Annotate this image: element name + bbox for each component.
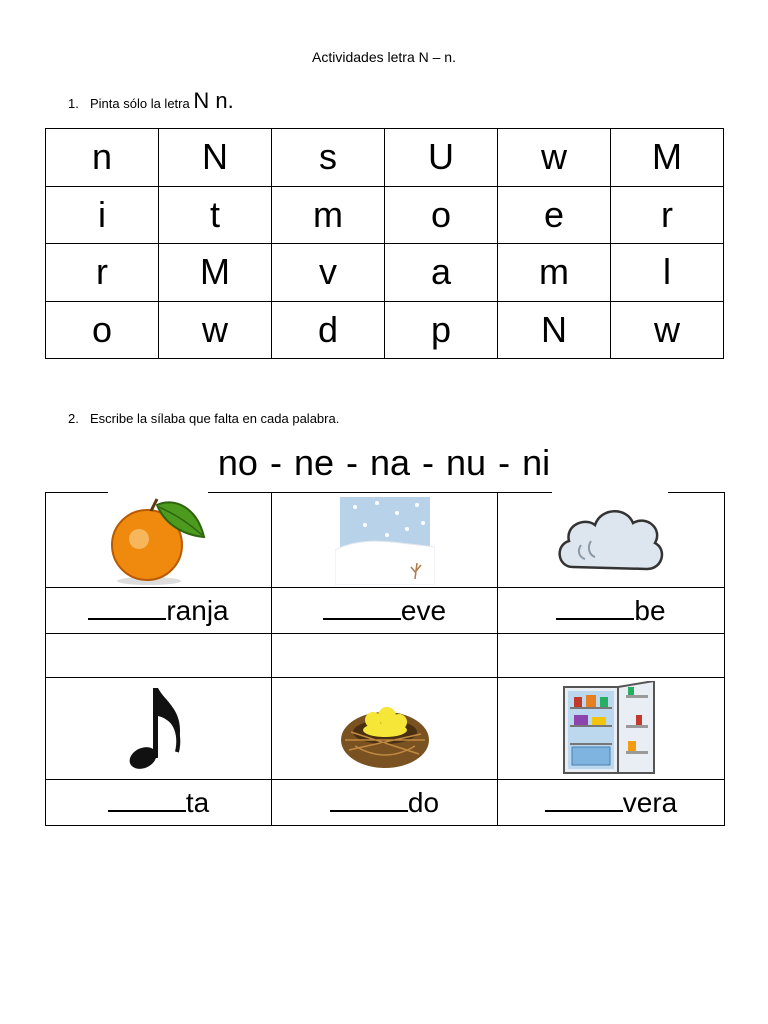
- syllable: nu: [446, 442, 487, 483]
- word-row: [46, 588, 725, 634]
- letter-cell[interactable]: M: [159, 244, 272, 302]
- picture-cell: [498, 678, 725, 780]
- letter-cell[interactable]: o: [385, 186, 498, 244]
- letter-cell[interactable]: t: [159, 186, 272, 244]
- snow-scene-icon: [335, 495, 435, 585]
- letter-grid: [45, 128, 724, 359]
- word-suffix: ta: [185, 787, 210, 818]
- letter-cell[interactable]: o: [46, 301, 159, 359]
- picture-cell: [46, 678, 272, 780]
- grid-row: [46, 301, 724, 359]
- word-cell[interactable]: [272, 780, 498, 826]
- grid-row: [46, 186, 724, 244]
- orange-icon: [99, 495, 219, 585]
- instruction-1: [68, 88, 234, 114]
- letter-cell[interactable]: U: [385, 129, 498, 187]
- instruction-2: [68, 411, 339, 426]
- picture-cell: [498, 493, 725, 588]
- word-cell[interactable]: [498, 588, 725, 634]
- syllable-separator: -: [269, 442, 282, 483]
- grid-row: [46, 129, 724, 187]
- letter-cell[interactable]: l: [611, 244, 724, 302]
- border-gap: [108, 490, 208, 494]
- picture-cell: [272, 493, 498, 588]
- instruction-text: Escribe la sílaba que falta en cada palabra.: [90, 411, 340, 426]
- syllable: no: [217, 442, 258, 483]
- word-cell[interactable]: [272, 588, 498, 634]
- answer-blank[interactable]: [108, 786, 186, 812]
- letter-cell[interactable]: n: [46, 129, 159, 187]
- page-title: Actividades letra N – n.: [312, 49, 456, 65]
- letter-cell[interactable]: a: [385, 244, 498, 302]
- letter-cell[interactable]: p: [385, 301, 498, 359]
- empty-cell: [498, 634, 725, 678]
- word-cell[interactable]: [498, 780, 725, 826]
- letter-cell[interactable]: v: [272, 244, 385, 302]
- answer-blank[interactable]: [323, 594, 401, 620]
- letter-cell[interactable]: w: [611, 301, 724, 359]
- letter-cell[interactable]: N: [498, 301, 611, 359]
- word-cell[interactable]: [46, 780, 272, 826]
- letter-cell[interactable]: M: [611, 129, 724, 187]
- letter-cell[interactable]: N: [159, 129, 272, 187]
- letter-cell[interactable]: m: [272, 186, 385, 244]
- syllable: ne: [293, 442, 334, 483]
- answer-blank[interactable]: [556, 594, 634, 620]
- letter-cell[interactable]: w: [159, 301, 272, 359]
- letter-cell[interactable]: d: [272, 301, 385, 359]
- syllable-separator: -: [345, 442, 358, 483]
- border-gap: [552, 490, 668, 494]
- answer-blank[interactable]: [330, 786, 408, 812]
- letter-cell[interactable]: i: [46, 186, 159, 244]
- letter-cell[interactable]: s: [272, 129, 385, 187]
- picture-row: [46, 678, 725, 780]
- music-note-icon: [119, 682, 199, 776]
- word-table: [45, 492, 725, 826]
- word-suffix: ranja: [166, 595, 229, 626]
- target-letters: N n.: [193, 88, 234, 113]
- syllable-separator: -: [498, 442, 511, 483]
- instruction-text: Pinta sólo la letra: [90, 96, 190, 111]
- picture-row: [46, 493, 725, 588]
- word-suffix: do: [407, 787, 440, 818]
- word-row: [46, 780, 725, 826]
- empty-cell: [272, 634, 498, 678]
- spacer-row: [46, 634, 725, 678]
- picture-cell: [272, 678, 498, 780]
- letter-cell[interactable]: w: [498, 129, 611, 187]
- answer-blank[interactable]: [88, 594, 166, 620]
- cloud-icon: [551, 495, 671, 585]
- word-suffix: vera: [622, 787, 678, 818]
- letter-cell[interactable]: r: [611, 186, 724, 244]
- instruction-number: 1.: [68, 96, 79, 111]
- empty-cell: [46, 634, 272, 678]
- syllable-bank: [0, 440, 768, 486]
- answer-blank[interactable]: [545, 786, 623, 812]
- syllable: ni: [522, 442, 551, 483]
- instruction-number: 2.: [68, 411, 79, 426]
- word-suffix: be: [634, 595, 666, 626]
- nest-icon: [335, 684, 435, 774]
- letter-cell[interactable]: r: [46, 244, 159, 302]
- letter-cell[interactable]: e: [498, 186, 611, 244]
- refrigerator-icon: [556, 681, 666, 777]
- letter-cell[interactable]: m: [498, 244, 611, 302]
- syllable: na: [369, 442, 411, 483]
- syllable-separator: -: [422, 442, 435, 483]
- word-suffix: eve: [400, 595, 447, 626]
- word-cell[interactable]: [46, 588, 272, 634]
- picture-cell: [46, 493, 272, 588]
- grid-row: [46, 244, 724, 302]
